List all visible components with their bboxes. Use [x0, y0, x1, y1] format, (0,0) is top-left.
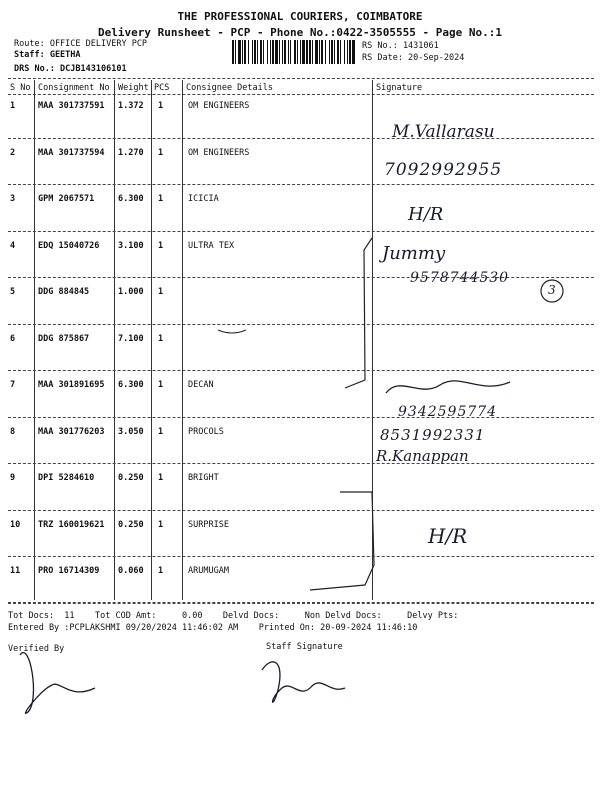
col-header-consignment: Consignment No — [38, 83, 110, 93]
row-weight: 7.100 — [118, 333, 144, 344]
staff-handwritten-signature — [262, 662, 345, 702]
row-consignment-no: DPI 5284610 — [38, 473, 95, 483]
rs-number: RS No.: 1431061 — [362, 41, 439, 51]
col-header-sno: S No — [10, 83, 31, 93]
row-consignment-no: MAA 301737591 — [38, 101, 105, 111]
row-weight: 0.060 — [118, 566, 144, 576]
row-sno: 11 — [10, 566, 21, 576]
row-weight: 3.100 — [118, 240, 144, 251]
verified-signature — [20, 653, 95, 714]
row-sno: 3 — [10, 194, 16, 204]
handwritten-note: H/R — [408, 204, 444, 225]
row-pcs: 1 — [158, 473, 164, 483]
row-weight: 1.270 — [118, 147, 144, 158]
row-consignment-no: DDG 875867 — [38, 333, 90, 344]
col-header-consignee: Consignee Details — [186, 83, 273, 93]
row-consignee: BRIGHT — [188, 473, 219, 483]
row-pcs: 1 — [158, 194, 164, 204]
row-consignee: SURPRISE — [188, 519, 229, 530]
row-sno: 4 — [10, 240, 16, 251]
row-sno: 5 — [10, 287, 16, 297]
rs-date: RS Date: 20-Sep-2024 — [362, 53, 465, 63]
drs-number: DRS No.: DCJB143106101 — [14, 64, 127, 74]
row-pcs: 1 — [158, 287, 164, 297]
row-sno: 7 — [10, 380, 16, 390]
handwritten-name: Jummy — [382, 243, 446, 264]
entered-by-line: Entered By :PCPLAKSHMI 09/20/2024 11:46:02 AM Printed On: 20-09-2024 11:46:10 — [8, 623, 418, 633]
row-sno: 8 — [10, 426, 16, 437]
row-consignment-no: DDG 884845 — [38, 287, 90, 297]
row-weight: 0.250 — [118, 519, 144, 530]
handwritten-name: R.Kanappan — [376, 447, 469, 465]
row-sno: 1 — [10, 101, 16, 111]
row-consignee: ARUMUGAM — [188, 566, 229, 576]
row-consignee: ICICIA — [188, 194, 219, 204]
verified-by-label: Verified By — [8, 644, 65, 654]
company-name: THE PROFESSIONAL COURIERS, COIMBATORE — [177, 10, 423, 23]
row-weight: 3.050 — [118, 426, 144, 437]
staff-signature-label: Staff Signature — [266, 642, 343, 652]
staff-label: Staff: GEETHA — [14, 50, 81, 60]
row-weight: 1.000 — [118, 287, 144, 297]
handwritten-phone: 9578744530 — [410, 270, 510, 286]
footer-rule — [8, 602, 594, 603]
row-pcs: 1 — [158, 566, 164, 576]
row-consignment-no: MAA 301737594 — [38, 147, 105, 158]
row-consignee: OM ENGINEERS — [188, 147, 250, 158]
row-consignee: DECAN — [188, 380, 214, 390]
row-weight: 0.250 — [118, 473, 144, 483]
row-consignment-no: MAA 301776203 — [38, 426, 105, 437]
row-weight: 6.300 — [118, 194, 144, 204]
row-pcs: 1 — [158, 101, 164, 111]
totals-summary: Tot Docs: 11 Tot COD Amt: 0.00 Delvd Docs: Non Delvd Docs: Delvy Pts: — [8, 611, 459, 621]
route-label: Route: OFFICE DELIVERY PCP — [14, 39, 148, 49]
row-consignment-no: TRZ 160019621 — [38, 519, 105, 530]
row-pcs: 1 — [158, 147, 164, 158]
row-sno: 10 — [10, 519, 21, 530]
row-consignee: PROCOLS — [188, 426, 224, 437]
runsheet-title: Delivery Runsheet - PCP - Phone No.:0422-3505555 - Page No.:1 — [98, 26, 502, 39]
row-weight: 6.300 — [118, 380, 144, 390]
row-sno: 9 — [10, 473, 16, 483]
row-consignee: OM ENGINEERS — [188, 101, 250, 111]
row-pcs: 1 — [158, 240, 164, 251]
col-header-weight: Weight — [118, 83, 149, 93]
row-consignment-no: PRO 16714309 — [38, 566, 100, 576]
handwritten-phone: 7092992955 — [384, 160, 503, 180]
handwritten-circle-number: 3 — [548, 283, 556, 297]
row-pcs: 1 — [158, 519, 164, 530]
row-pcs: 1 — [158, 426, 164, 437]
handwritten-phone: 9342595774 — [398, 404, 498, 420]
handwritten-name: M.Vallarasu — [392, 122, 495, 142]
row-consignee: ULTRA TEX — [188, 240, 235, 251]
col-header-signature: Signature — [376, 83, 423, 93]
row-consignment-no: GPM 2067571 — [38, 194, 95, 204]
row-weight: 1.372 — [118, 101, 144, 111]
row-pcs: 1 — [158, 380, 164, 390]
row-pcs: 1 — [158, 333, 164, 344]
row-consignment-no: MAA 301891695 — [38, 380, 105, 390]
handwritten-note: H/R — [428, 524, 468, 548]
handwritten-phone: 8531992331 — [380, 426, 486, 444]
row-consignment-no: EDQ 15040726 — [38, 240, 100, 251]
row-sno: 2 — [10, 147, 16, 158]
col-header-pcs: PCS — [154, 83, 170, 93]
row-sno: 6 — [10, 333, 16, 344]
